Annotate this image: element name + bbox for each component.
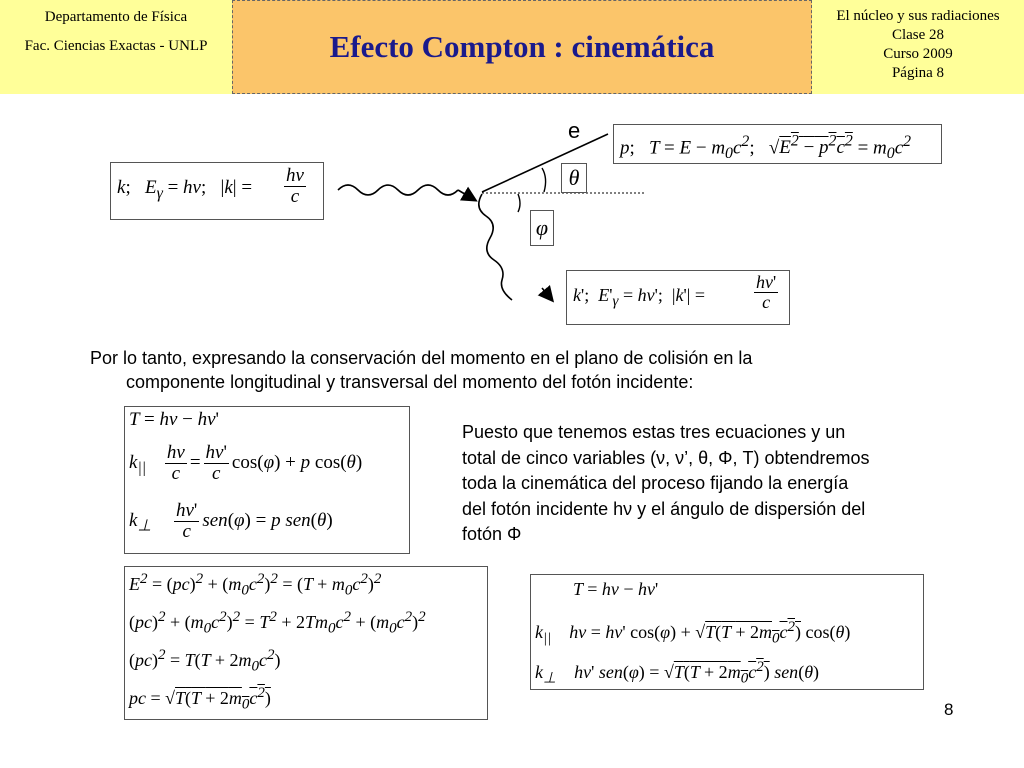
final-equations: T = hν − hν' $k_{||}$ hν = hν' $\cos(\varphi) + √T(T + 2m_0c^2)$ cos(θ) $k_\perp$ hν' $sen(\varphi) = √T(T + 2m_0c^2)$ sen(θ) xyxy=(530,574,924,690)
conservation-equations: T = hν − hν' $k_{||}$ $\frac{h\nu}{c}$ = $\frac{h\nu'}{c}$ cos(φ) + p cos(θ) $k_\perp$ $\frac{h\nu'}{c}$ sen(φ) = p sen(θ) xyxy=(124,406,410,554)
intro-text xyxy=(90,346,752,394)
header-title-box xyxy=(232,0,812,94)
class-number: Clase 28 xyxy=(891,27,945,43)
electron-label: e xyxy=(568,120,581,143)
course-year: Curso 2009 xyxy=(883,46,953,62)
para-line-4: del fotón incidente hν y el ángulo de dispersión del xyxy=(462,498,866,519)
header-left xyxy=(0,0,232,94)
electron-equations: p; $T = E - m_0c^2$; $√E^2 - p^2c^2 = m_0c^2$ xyxy=(613,124,942,164)
theta-label: θ xyxy=(568,165,580,190)
incident-photon-wave xyxy=(338,185,458,195)
phi-label: φ xyxy=(535,215,549,240)
explanation-paragraph xyxy=(462,420,870,548)
page-title: Efecto Compton : cinemática xyxy=(329,29,715,64)
theta-arc xyxy=(542,168,546,192)
page-number: 8 xyxy=(944,700,954,719)
theta-box xyxy=(561,163,587,193)
intro-line-1: Por lo tanto, expresando la conservación del momento en el plano de colisión en la xyxy=(90,348,753,368)
phi-arc xyxy=(518,194,520,212)
para-line-2: total de cinco variables (ν, ν’, θ, Φ, T) obtendremos xyxy=(462,447,870,468)
incident-photon-equations: k; $E_\gamma = h\nu$; |k| = $\frac{h\nu}{c}$ xyxy=(110,162,324,220)
header-right xyxy=(812,0,1024,94)
page-label: Página 8 xyxy=(891,65,945,81)
para-line-1: Puesto que tenemos estas tres ecuaciones y un xyxy=(462,422,846,442)
energy-equations: $E^2 = (pc)^2 + (m_0c^2)^2 = (T + m_0c^2)^2$ $(pc)^2 + (m_0c^2)^2 = T^2 + 2Tm_0c^2 + (m_0c^2)^2$ $(pc)^2 = T(T + 2m_0c^2)$ pc = $√T(T + 2m_0c^2)$ xyxy=(124,566,488,720)
faculty-label: Fac. Ciencias Exactas - UNLP xyxy=(24,38,208,54)
scattered-photon-equations: k'; $E'_\gamma = h\nu'$; |k'| = $\frac{h\nu'}{c}$ xyxy=(566,270,790,325)
para-line-3: toda la cinemática del proceso fijando la energía xyxy=(462,473,849,493)
scattered-photon-wave xyxy=(479,194,512,300)
intro-line-2: componente longitudinal y transversal del momento del fotón incidente: xyxy=(126,372,694,392)
course-topic: El núcleo y sus radiaciones xyxy=(836,8,1000,24)
department-label: Departamento de Física xyxy=(44,9,188,25)
para-line-5: fotón Φ xyxy=(462,524,522,544)
phi-box xyxy=(530,210,554,246)
